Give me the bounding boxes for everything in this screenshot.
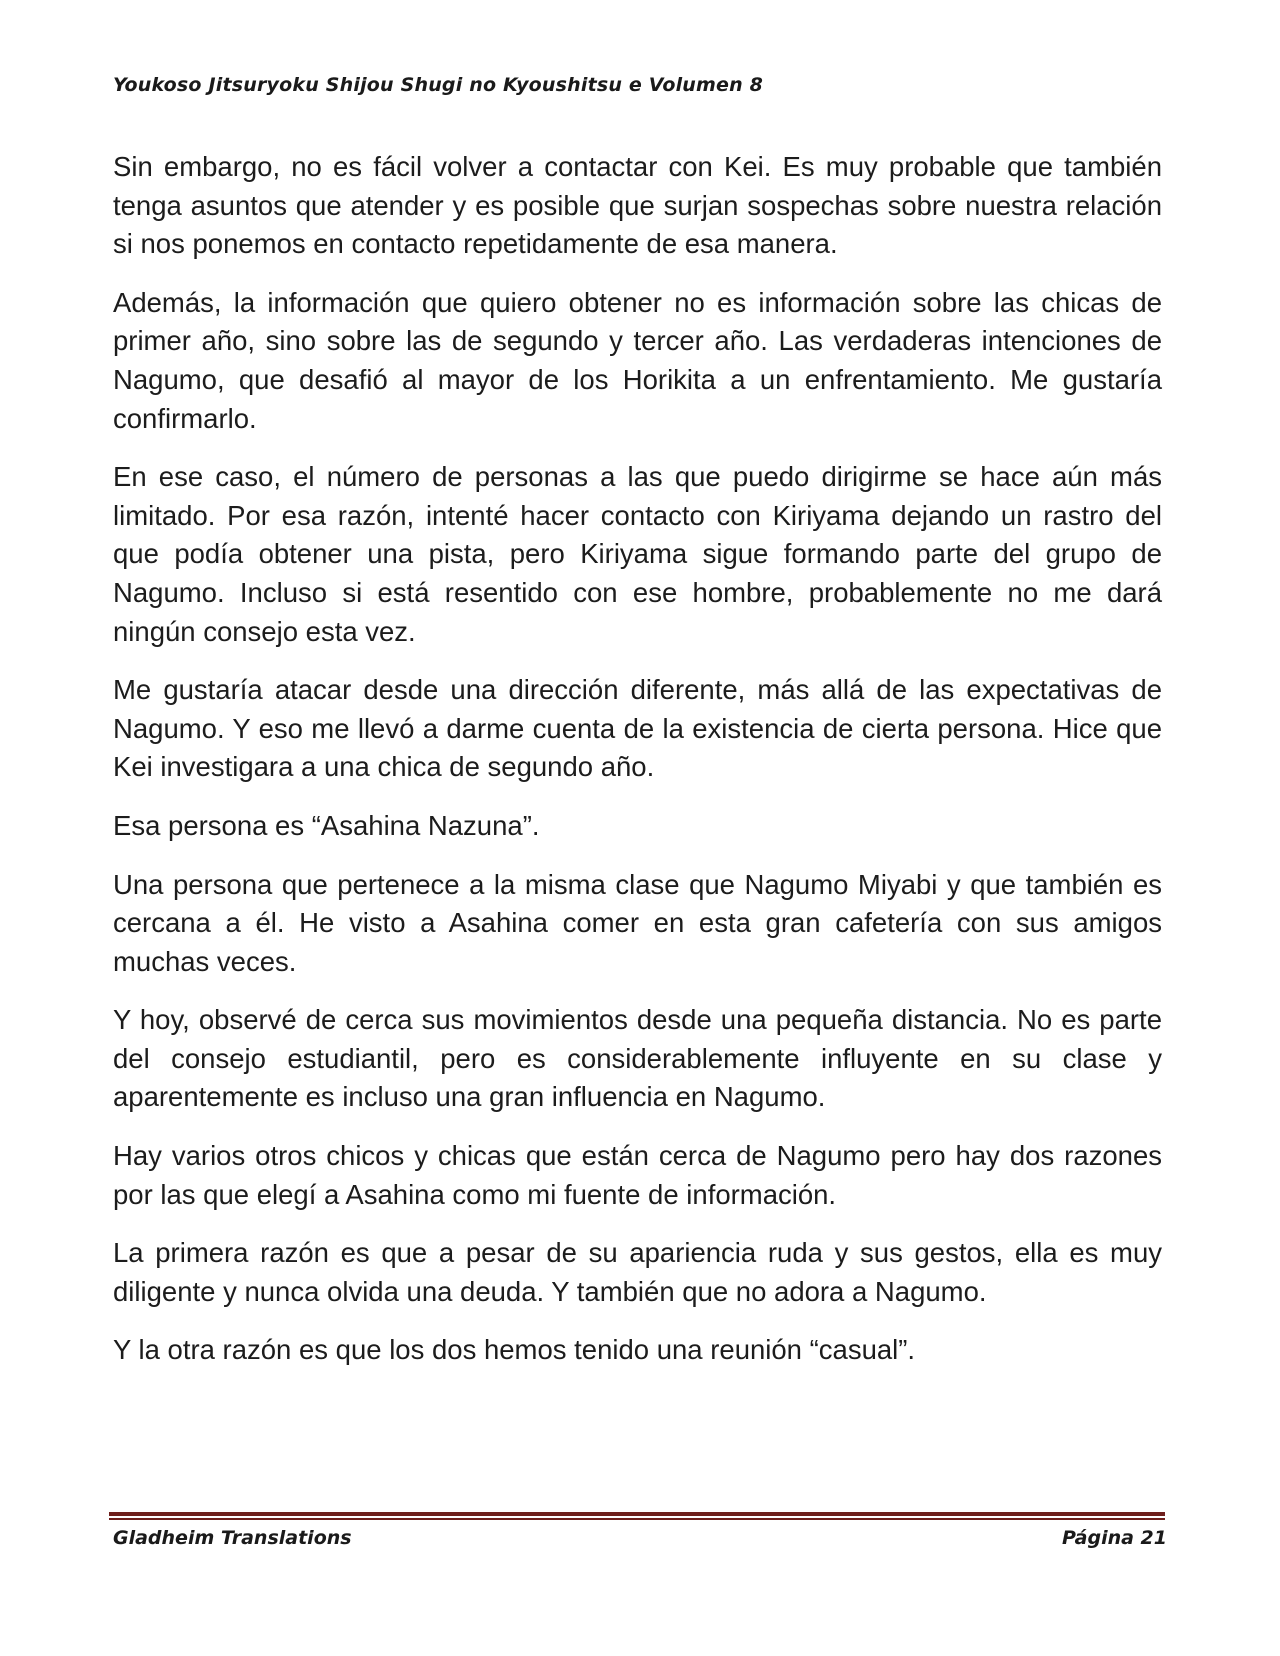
footer-rule-thin bbox=[109, 1518, 1165, 1520]
paragraph-6: Una persona que pertenece a la misma clase que Nagumo Miyabi y que también es cercana a él. He visto a Asahina comer en esta gran cafetería con sus amigos muchas veces. bbox=[113, 868, 1162, 977]
paragraph-1: Sin embargo, no es fácil volver a contactar con Kei. Es muy probable que también tenga asuntos que atender y es posible que surjan sospechas sobre nuestra relación si nos ponemos en contacto repetidamente de esa manera. bbox=[113, 151, 1162, 260]
paragraph-2: Además, la información que quiero obtener no es información sobre las chicas de primer año, sino sobre las de segundo y tercer año. Las verdaderas intenciones de Nagumo, que desafió al mayor de los Horikita a un enfrentamiento. Me gustaría confirmarlo. bbox=[113, 286, 1162, 434]
running-header-title: Youkoso Jitsuryoku Shijou Shugi no Kyoushitsu e Volumen 8 bbox=[113, 74, 764, 96]
footer-page-number: Página 21 bbox=[1061, 1527, 1167, 1549]
footer-rule-thick bbox=[109, 1512, 1165, 1516]
paragraph-4: Me gustaría atacar desde una dirección diferente, más allá de las expectativas de Nagumo. Y eso me llevó a darme cuenta de la existencia de cierta persona. Hice que Kei investigara a una chica de segundo año. bbox=[113, 674, 1162, 783]
paragraph-5: Esa persona es “Asahina Nazuna”. bbox=[113, 809, 540, 841]
paragraph-7: Y hoy, observé de cerca sus movimientos desde una pequeña distancia. No es parte del consejo estudiantil, pero es considerablemente influyente en su clase y aparentemente es incluso una gran influencia en Nagumo. bbox=[113, 1004, 1162, 1113]
body-text bbox=[113, 148, 1162, 1390]
paragraph-3: En ese caso, el número de personas a las que puedo dirigirme se hace aún más limitado. Por esa razón, intenté hacer contacto con Kiriyama dejando un rastro del que podía obtener una pista, pero Kiriyama sigue formando parte del grupo de Nagumo. Incluso si está resentido con ese hombre, probablemente no me dará ningún consejo esta vez. bbox=[113, 461, 1162, 647]
paragraph-10: Y la otra razón es que los dos hemos tenido una reunión “casual”. bbox=[113, 1334, 916, 1366]
paragraph-8: Hay varios otros chicos y chicas que están cerca de Nagumo pero hay dos razones por las que elegí a Asahina como mi fuente de información. bbox=[113, 1140, 1162, 1210]
paragraph-9: La primera razón es que a pesar de su apariencia ruda y sus gestos, ella es muy diligente y nunca olvida una deuda. Y también que no adora a Nagumo. bbox=[113, 1237, 1162, 1307]
footer-publisher: Gladheim Translations bbox=[113, 1527, 352, 1549]
footer-rule bbox=[109, 1512, 1165, 1520]
